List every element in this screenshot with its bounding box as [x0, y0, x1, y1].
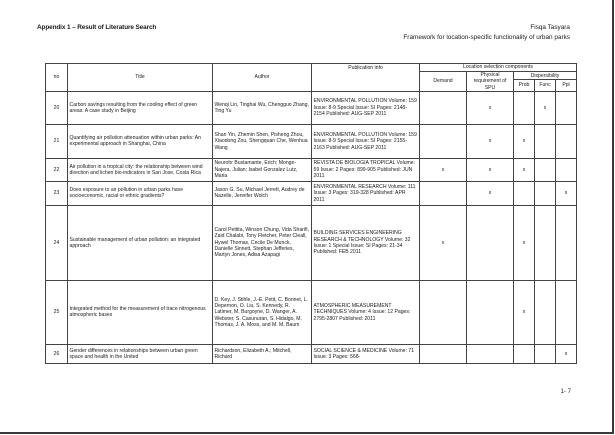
row-physical: x [467, 124, 514, 158]
row-number: 20 [46, 91, 68, 124]
row-number: 24 [46, 205, 68, 280]
row-number: 23 [46, 181, 68, 205]
row-publication: ENVIRONMENTAL RESEARCH Volume: 111 Issue: 3 Pages: 319-328 Published: APR 2011 [312, 181, 420, 205]
header-no: no [46, 64, 68, 92]
row-prob [514, 181, 535, 205]
row-ppl: x [556, 344, 577, 363]
row-publication: ENVIRONMENTAL POLLUTION Volume: 159 Issue: 8-9 Special Issue: SI Pages: 2148-2154 Published: AUG-SEP 2011 [312, 91, 420, 124]
header-func: Func [535, 80, 556, 92]
header-physical-requirement: Physical requirement of SPU [467, 72, 514, 92]
row-prob [514, 344, 535, 363]
row-func [535, 181, 556, 205]
literature-table [45, 63, 577, 364]
row-ppl [556, 158, 577, 181]
header-publication-info: Publication info [312, 64, 420, 92]
row-demand [420, 280, 467, 344]
row-author: Jason G. Su, Michael Jerrett, Audrey de Nazelle, Jennifer Wolch [213, 181, 312, 205]
row-number: 26 [46, 344, 68, 363]
row-func [535, 205, 556, 280]
row-func [535, 280, 556, 344]
row-demand: x [420, 205, 467, 280]
row-author: Wenqi Lin, Tinghai Wu, Chengguo Zhang, Ting Yu [213, 91, 312, 124]
header-dispersibility: Dispersibility [514, 72, 577, 80]
row-demand [420, 181, 467, 205]
row-ppl [556, 280, 577, 344]
row-prob [514, 91, 535, 124]
header-location-selection: Location selection components [420, 64, 577, 72]
row-ppl [556, 205, 577, 280]
row-title: Does exposure to air pollution in urban parks have socioeconomic, racial or ethnic gradients? [68, 181, 213, 205]
row-title: Sustainable management of urban pollution: an integrated approach [68, 205, 213, 280]
row-publication: SOCIAL SCIENCE & MEDICINE Volume: 71 Issue: 3 Pages: 568- [312, 344, 420, 363]
header-author: Author [213, 64, 312, 92]
row-demand [420, 124, 467, 158]
row-physical: x [467, 91, 514, 124]
header-prob: Prob [514, 80, 535, 92]
row-publication: ENVIRONMENTAL POLLUTION Volume: 159 Issue: 8-9 Special Issue: SI Pages: 2155-2163 Published: AUG-SEP 2011 [312, 124, 420, 158]
row-author: Carol Pettita, Winson Chung, Vida Sharifi, Zaid Chalabi, Tony Fletcher, Peter Cleall, Hywel Thomas, Cecile De Munck, Danielle Sinnett, Stephan Jefferies, Martyn Jones, Adisa Azapagi [213, 205, 312, 280]
row-physical: x [467, 158, 514, 181]
author-name: Fisqa Tasyara [530, 24, 570, 31]
page-number: 1- 7 [560, 389, 571, 395]
appendix-title: Appendix 1 – Result of Literature Search [37, 24, 157, 31]
table-row [46, 158, 577, 181]
row-number: 21 [46, 124, 68, 158]
header-title: Title [68, 64, 213, 92]
row-prob: x [514, 124, 535, 158]
row-title: Quantifying air pollution attenuation within urban parks: An experimental approach in Shanghai, China [68, 124, 213, 158]
row-author: Richardson, Elizabeth A.; Mitchell, Richard [213, 344, 312, 363]
row-func [535, 158, 556, 181]
framework-subtitle: Framework for location-specific functionality of urban parks [403, 34, 570, 41]
row-number: 25 [46, 280, 68, 344]
table-row [46, 124, 577, 158]
row-demand [420, 344, 467, 363]
row-publication: ATMOSPHERIC MEASUREMENT TECHNIQUES Volume: 4 Issue: 12 Pages: 2795-2807 Published: 2011 [312, 280, 420, 344]
row-title: Carbon savings resulting from the cooling effect of green areas: A case study in Beijing [68, 91, 213, 124]
row-physical [467, 280, 514, 344]
table-row [46, 91, 577, 124]
table-row [46, 344, 577, 363]
row-ppl: x [556, 181, 577, 205]
row-author: D. Key, J. Stihle, J.-E. Petit, C. Bonnet, L. Depernon, O. Liu, S. Kennedy, R. Latimer, M. Burgoyne, D. Wanger, A. Webster, S. Casunuran, S. Hidalgo, M. Thomas, J. A. Moss, and M. M. Baum [213, 280, 312, 344]
row-title: Air pollution in a tropical city: the relationship between wind direction and lichen bio-indicators in San Jose, Costa Rica [68, 158, 213, 181]
row-title: Integrated method for the measurement of trace nitrogenous atmospheric bases [68, 280, 213, 344]
row-demand: x [420, 158, 467, 181]
row-author: Shan Yin, Zhemin Shen, Pisheng Zhou, Xiaodong Zou, Shengquan Che, Wenhua Wang [213, 124, 312, 158]
row-physical [467, 344, 514, 363]
row-publication: BUILDING SERVICES ENGINEERING RESEARCH & TECHNOLOGY Volume: 32 Issue: 1 Special Issue: SI Pages: 21-34 Published: FEB 2011 [312, 205, 420, 280]
row-func [535, 344, 556, 363]
row-prob: x [514, 205, 535, 280]
header-ppl: Ppl [556, 80, 577, 92]
row-func [535, 124, 556, 158]
row-physical: x [467, 181, 514, 205]
row-number: 22 [46, 158, 68, 181]
row-publication: REVISTA DE BIOLOGIA TROPICAL Volume: 59 Issue: 2 Pages: 899-905 Published: JUN 2011 [312, 158, 420, 181]
header-demand: Demand [420, 72, 467, 92]
table-row [46, 205, 577, 280]
row-title: Gender differences in relationships between urban green space and health in the United [68, 344, 213, 363]
row-author: Neurohr Bustamante, Erich; Monge-Najera, Julian; Isabel Gonzalez Lutz, Maria [213, 158, 312, 181]
row-physical [467, 205, 514, 280]
row-ppl [556, 124, 577, 158]
table-row [46, 181, 577, 205]
row-prob: x [514, 280, 535, 344]
row-demand [420, 91, 467, 124]
row-ppl [556, 91, 577, 124]
row-func: x [535, 91, 556, 124]
row-prob: x [514, 158, 535, 181]
table-row [46, 280, 577, 344]
